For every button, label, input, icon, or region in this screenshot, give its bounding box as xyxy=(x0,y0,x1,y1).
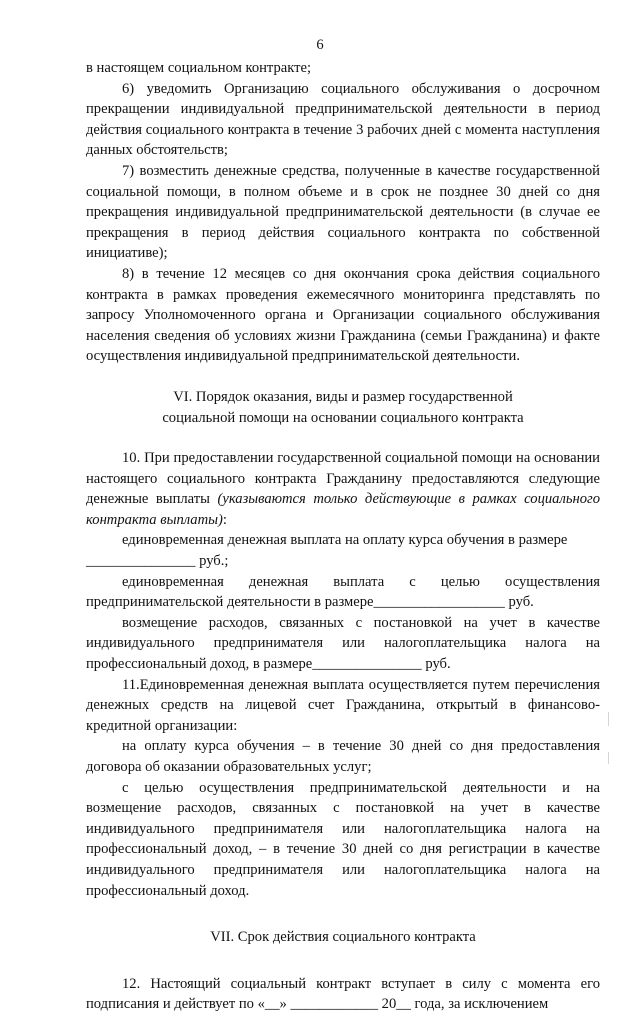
scan-mark xyxy=(608,712,609,726)
payment-entrepreneurship: единовременная денежная выплата с целью осуществления предпринимательской деятельности в размере__________________ руб. xyxy=(86,573,600,611)
scan-mark xyxy=(608,752,609,764)
paragraph-11-entrepreneurship: с целью осуществления предпринимательской деятельности и на возмещение расходов, связанных с постановкой на учет в качестве индивидуального предпринимателя или налогоплательщика налога на профессиональный доход, – в течение 30 дней со дня регистрации в качестве индивидуального предпринимателя или налогоплательщика налога на профессиональный доход. xyxy=(86,779,600,899)
section-6-heading-line1: VI. Порядок оказания, виды и размер государственной xyxy=(173,388,513,405)
paragraph-item-8: 8) в течение 12 месяцев со дня окончания срока действия социального контракта в рамках проведения ежемесячного мониторинга представлять по запросу Уполномоченного органа и Организации социального обслуживания населения сведения об условиях жизни Гражданина (семьи Гражданина) и факте осуществления индивидуальной предпринимательской деятельности. xyxy=(86,265,600,365)
paragraph-10-end: : xyxy=(222,511,227,528)
payment-training-line2: _______________ руб.; xyxy=(86,553,229,570)
document-body xyxy=(86,58,600,1015)
section-6-heading-line2: социальной помощи на основании социального контракта xyxy=(162,409,524,426)
payment-registration: возмещение расходов, связанных с постановкой на учет в качестве индивидуального предпринимателя или налогоплательщика налога на профессиональный доход, в размере_______________ руб. xyxy=(86,614,600,673)
paragraph-10-text: 10. При предоставлении государственной социальной помощи на основании настоящего социального контракта Гражданину предоставляются следующие денежные выплаты xyxy=(86,450,600,508)
paragraph-11-training: на оплату курса обучения – в течение 30 дней со дня предоставления договора об оказании образовательных услуг; xyxy=(86,738,600,775)
paragraph-12: 12. Настоящий социальный контракт вступает в силу с момента его подписания и действует по «__» ____________ 20__ года, за исключением xyxy=(86,975,600,1013)
paragraph-item-6: 6) уведомить Организацию социального обслуживания о досрочном прекращении индивидуальной предпринимательской деятельности в период действия социального контракта в течение 3 рабочих дней с момента наступления данных обстоятельств; xyxy=(86,80,600,159)
paragraph-11: 11.Единовременная денежная выплата осуществляется путем перечисления денежных средств на лицевой счет Гражданина, открытый в финансово-кредитной организации: xyxy=(86,676,600,734)
payment-training-line1: единовременная денежная выплата на оплату курса обучения в размере xyxy=(122,532,568,549)
paragraph-10-italic-note: (указываются только действующие в рамках социального контракта выплаты) xyxy=(86,491,601,528)
paragraph-continuation: в настоящем социальном контракте; xyxy=(86,60,312,76)
page-number: 6 xyxy=(316,37,324,53)
section-7-heading: VII. Срок действия социального контракта xyxy=(210,929,476,946)
paragraph-10 xyxy=(86,448,600,530)
paragraph-item-7: 7) возместить денежные средства, полученные в качестве государственной социальной помощи, в полном объеме и в срок не позднее 30 дней со дня прекращения индивидуальной предпринимательской деятельности (в случае ее прекращения в период действия социального контракта по собственной инициативе); xyxy=(86,162,600,262)
